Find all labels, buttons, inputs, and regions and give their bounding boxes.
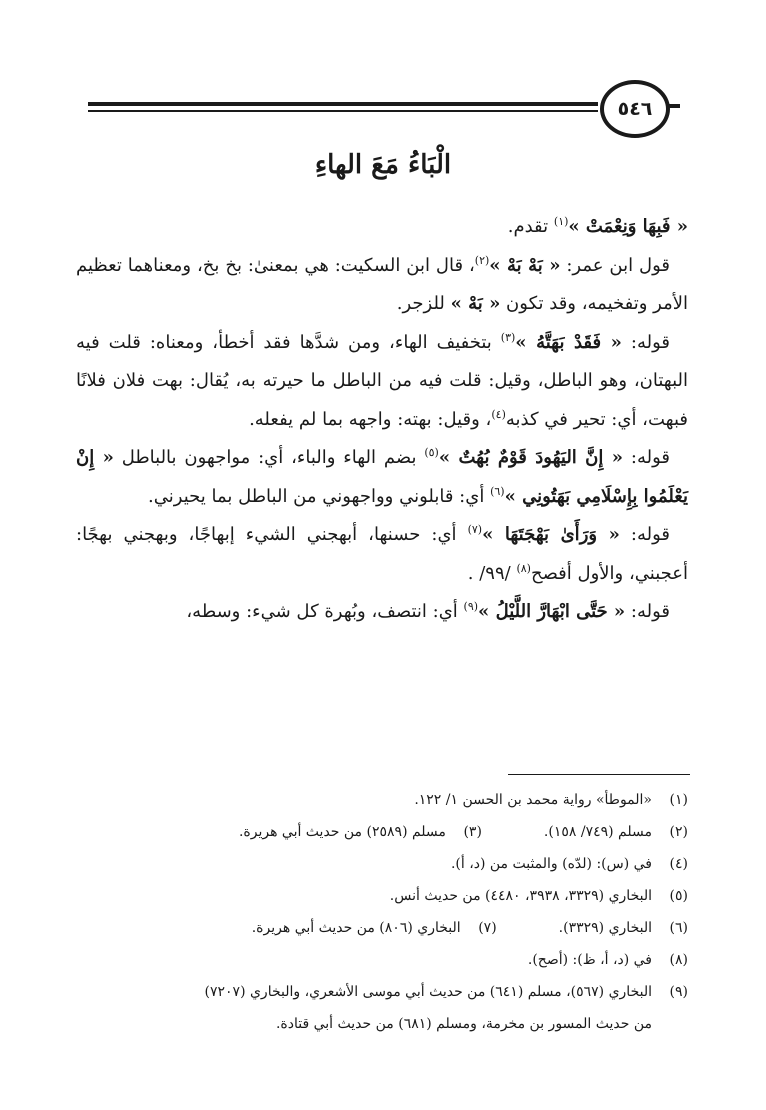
footnote-number: (٥) [669, 888, 688, 904]
footnote [84, 816, 688, 848]
footnote-ref: (٢) [474, 253, 490, 267]
paragraph-5 [76, 516, 688, 593]
footnote-ref: (٦) [490, 484, 505, 498]
footnote-number: (٩) [669, 984, 688, 1000]
paragraph-3 [76, 324, 688, 440]
section-title: الْبَاءُ مَعَ الهاءِ [314, 150, 452, 180]
footnote-ref: (٨) [516, 561, 531, 575]
quote: « إِنْ يَعْلَمُوا بِإِسْلَامِي بَهَتُونِي » [76, 447, 688, 507]
paragraph-2 [76, 247, 688, 324]
footnote-separator [508, 774, 690, 775]
quote: « بَهْ » [450, 293, 501, 314]
header-rule-thick [88, 102, 598, 106]
text: أي: انتصف، وبُهرة كل شيء: وسطه، [186, 601, 464, 622]
page-header [88, 72, 680, 140]
footnote-continuation: من حديث المسور بن مخرمة، ومسلم (٦٨١) من حديث أبي قتادة. [275, 1016, 652, 1032]
quote: « وَرَأَىٰ بَهْجَتَهَا » [482, 524, 620, 545]
text: /٩٩/ . [467, 562, 517, 584]
footnote-ref: (٩) [463, 600, 479, 613]
footnote-text: مسلم (٢٥٨٩) من حديث أبي هريرة. [238, 824, 446, 840]
text: ، قال ابن السكيت: هي بمعنىٰ: بخ بخ، ومعناهما تعظيم الأمر وتفخيمه، وقد تكون [76, 254, 688, 314]
text: ، وقيل: بهته: واجهه بما لم يفعله. [249, 408, 492, 430]
text: قوله: [621, 331, 670, 353]
paragraph-4 [76, 439, 688, 516]
footnote-ref: (١) [553, 215, 569, 228]
text: قوله: [625, 601, 670, 622]
text: أي: قابلوني وواجهوني من الباطل بما يحيرني. [148, 485, 491, 507]
footnote [84, 944, 688, 976]
footnote-text: «الموطأ» رواية محمد بن الحسن ١/ ١٢٢. [414, 792, 652, 808]
footnote-number: (٨) [669, 952, 688, 968]
page-number: ٥٤٦ [600, 80, 670, 138]
quote: « فَبِهَا وَنِعْمَتْ » [568, 216, 688, 237]
footnote-number: (٦) [669, 920, 688, 936]
footnote [84, 912, 688, 944]
text: قوله: [619, 524, 671, 545]
footnote-number: (٢) [669, 824, 688, 840]
footnote-number: (٣) [463, 824, 482, 840]
footnote-number: (٧) [478, 920, 497, 936]
footnote-text: البخاري (٣٣٢٩). [558, 920, 652, 936]
quote: « حَتَّى ابْهَارَّ اللَّيْلُ » [478, 601, 626, 622]
footnote-text: البخاري (٣٣٢٩، ٣٩٣٨، ٤٤٨٠) من حديث أنس. [389, 888, 652, 904]
footnote-text: في (س): (لدّه) والمثبت من (د، أ). [450, 856, 652, 872]
footnote [84, 784, 688, 816]
paragraph-1 [76, 208, 688, 247]
footnote-text: البخاري (٥٦٧)، مسلم (٦٤١) من حديث أبي موسى الأشعري، والبخاري (٧٢٠٧) [204, 984, 652, 1000]
footnote-ref: (٧) [467, 523, 483, 536]
footnote [84, 976, 688, 1008]
footnote-text: البخاري (٨٠٦) من حديث أبي هريرة. [251, 920, 461, 936]
quote: « إِنَّ اليَهُودَ قَوْمٌ بُهُتٌ » [438, 447, 624, 468]
footnote [84, 848, 688, 880]
footnote-number: (٤) [669, 856, 688, 872]
text: قول ابن عمر: [560, 254, 670, 276]
footnote [84, 880, 688, 912]
body-text [76, 208, 688, 632]
footnote-ref: (٣) [500, 330, 516, 344]
quote: « بَهْ بَهْ » [489, 254, 561, 276]
text: بتخفيف الهاء، ومن شدَّها فقد أخطأ، ومعناه: قلت فيه البهتان، وهو الباطل، وقيل: قلت فيه من الباطل ما حيرته به، يُقال: بهت فلان فلانًا فبهت، أي: تحير في كذبه [76, 331, 688, 430]
footnote-text: في (د، أ، ظ): (أصح). [527, 952, 652, 968]
footnote-ref: (٤) [491, 407, 506, 421]
footnote-ref: (٥) [424, 446, 439, 459]
quote: « فَقَدْ بَهَتَّهُ » [515, 331, 622, 353]
footnote-text: مسلم (٧٤٩/ ١٥٨). [543, 824, 652, 840]
footnotes [84, 784, 688, 1040]
text: قوله: [623, 447, 670, 468]
text: تقدم. [507, 216, 554, 237]
text: بضم الهاء والباء، أي: مواجهون بالباطل [113, 447, 425, 468]
text: للزجر. [396, 293, 451, 314]
footnote-number: (١) [669, 792, 688, 808]
header-rule-thin [88, 110, 598, 112]
text: أي: حسنها، أبهجني الشيء إبهاجًا، وبهجني بهجًا: أعجبني، والأول أفصح [76, 524, 688, 584]
paragraph-6 [76, 593, 688, 632]
